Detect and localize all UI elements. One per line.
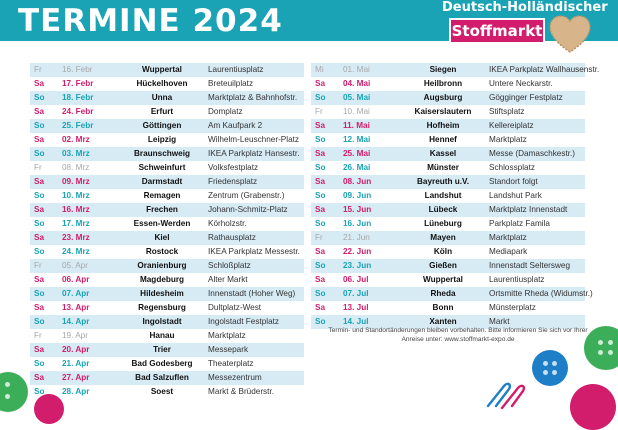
venue: Dultplatz-West: [208, 303, 262, 312]
date: 05. Apr: [62, 261, 88, 270]
weekday: Sa: [34, 135, 45, 144]
weekday: So: [315, 135, 326, 144]
weekday: Sa: [315, 303, 326, 312]
table-row: [30, 287, 304, 301]
city: Darmstadt: [141, 177, 183, 186]
venue: Messezentrum: [208, 373, 262, 382]
city: Essen-Werden: [133, 219, 191, 228]
weekday: Mi: [315, 65, 324, 74]
city: Augsburg: [423, 93, 463, 102]
venue: Johann-Schmitz-Platz: [208, 205, 288, 214]
table-row: [30, 385, 304, 399]
schedule-table-right: [311, 63, 600, 329]
venue: Marktplatz & Bahnhofstr.: [208, 93, 298, 102]
date: 16. Febr: [62, 65, 93, 74]
table-row: [30, 259, 304, 273]
table-row: [311, 91, 585, 105]
venue: IKEA Parkplatz Messestr.: [208, 247, 300, 256]
date: 14. Apr: [62, 317, 90, 326]
weekday: So: [34, 289, 45, 298]
table-row: [311, 119, 585, 133]
brand-name: Stoffmarkt: [451, 22, 543, 40]
city: Kassel: [429, 149, 457, 158]
date: 09. Mrz: [62, 177, 90, 186]
date: 27. Apr: [62, 373, 90, 382]
date: 10. Mai: [343, 107, 370, 116]
button-icon: [34, 394, 64, 424]
venue: Körholzstr.: [208, 219, 247, 228]
city: Rheda: [430, 289, 456, 298]
weekday: So: [315, 93, 326, 102]
venue: Schloßplatz: [208, 261, 251, 270]
city: Siegen: [429, 65, 457, 74]
venue: Ingolstadt Festplatz: [208, 317, 279, 326]
venue: Innenstadt Seltersweg: [489, 261, 571, 270]
weekday: So: [34, 191, 45, 200]
venue: Rathausplatz: [208, 233, 256, 242]
weekday: Sa: [34, 345, 45, 354]
date: 17. Febr: [62, 79, 94, 88]
city: Bad Godesberg: [131, 359, 193, 368]
weekday: Sa: [34, 107, 45, 116]
date: 25. Mai: [343, 149, 371, 158]
weekday: So: [34, 121, 45, 130]
venue: Kellereiplatz: [489, 121, 534, 130]
date: 14. Jul: [343, 317, 369, 326]
weekday: So: [315, 163, 326, 172]
city: Soest: [150, 387, 174, 396]
city: Heilbronn: [423, 79, 463, 88]
table-row: [30, 357, 304, 371]
city: Regensburg: [138, 303, 186, 312]
city: Schweinfurt: [138, 163, 186, 172]
venue: Gögginger Festplatz: [489, 93, 563, 102]
weekday: Fr: [34, 65, 42, 74]
venue: Marktplatz: [208, 331, 246, 340]
weekday: So: [315, 261, 326, 270]
date: 02. Mrz: [62, 135, 90, 144]
date: 07. Jul: [343, 289, 369, 298]
venue: Marktplatz: [489, 135, 527, 144]
date: 21. Jun: [343, 233, 370, 242]
city: Lübeck: [428, 205, 458, 214]
table-row: [30, 315, 304, 329]
weekday: Sa: [315, 121, 326, 130]
heart-icon: [548, 14, 592, 54]
table-row: [30, 301, 304, 315]
weekday: Sa: [34, 205, 45, 214]
date: 25. Febr: [62, 121, 94, 130]
table-row: [30, 77, 304, 91]
date: 15. Jun: [343, 205, 372, 214]
date: 09. Jun: [343, 191, 372, 200]
weekday: Fr: [34, 261, 42, 270]
date: 10. Mrz: [62, 191, 90, 200]
date: 26. Mai: [343, 163, 371, 172]
date: 03. Mrz: [62, 149, 90, 158]
venue: Markt & Brüderstr.: [208, 387, 274, 396]
table-row: [30, 343, 304, 357]
footnote: Termin- und Standortänderungen bleiben vorbehalten. Bitte informieren Sie sich vor Ihrer Anreise unter: www.stoffmarkt-expo.de: [328, 327, 588, 343]
date: 04. Mai: [343, 79, 371, 88]
table-row: [30, 273, 304, 287]
venue: Stiftsplatz: [489, 107, 525, 116]
table-row: [311, 161, 585, 175]
table-row: [30, 189, 304, 203]
city: Hanau: [149, 331, 175, 340]
city: Leipzig: [147, 135, 177, 144]
table-row: [30, 119, 304, 133]
table-row: [30, 147, 304, 161]
date: 23. Jun: [343, 261, 372, 270]
table-row: [30, 133, 304, 147]
weekday: Fr: [315, 107, 323, 116]
weekday: Sa: [34, 373, 45, 382]
table-row: [30, 245, 304, 259]
table-row: [311, 217, 585, 231]
venue: IKEA Parkplatz Hansestr.: [208, 149, 300, 158]
city: Hennef: [429, 135, 457, 144]
date: 16. Mrz: [62, 205, 90, 214]
table-row: [311, 147, 585, 161]
table-row: [30, 231, 304, 245]
city: Rostock: [145, 247, 179, 256]
city: Bonn: [432, 303, 454, 312]
weekday: Fr: [315, 233, 323, 242]
table-row: [30, 91, 304, 105]
venue: Volksfestplatz: [208, 163, 259, 172]
city: Wuppertal: [423, 275, 463, 284]
date: 11. Mai: [343, 121, 370, 130]
venue: Wilhelm-Leuschner-Platz: [208, 135, 300, 144]
date: 24. Febr: [62, 107, 94, 116]
weekday: So: [315, 317, 326, 326]
city: Erfurt: [150, 107, 174, 116]
table-row: [30, 175, 304, 189]
date: 06. Apr: [62, 275, 90, 284]
city: Remagen: [143, 191, 181, 200]
brand-tagline: Deutsch-Holländischer: [442, 0, 608, 15]
weekday: So: [34, 93, 45, 102]
button-icon: [532, 350, 568, 386]
weekday: Sa: [34, 275, 45, 284]
weekday: So: [315, 289, 326, 298]
city: Xanten: [429, 317, 457, 326]
weekday: So: [34, 247, 45, 256]
city: Gießen: [429, 261, 457, 270]
city: Oranienburg: [137, 261, 187, 270]
date: 08. Jun: [343, 177, 372, 186]
venue: Messe (Damaschkestr.): [489, 149, 575, 158]
date: 28. Apr: [62, 387, 90, 396]
table-row: [311, 231, 585, 245]
venue: Ortsmitte Rheda (Widumstr.): [489, 289, 593, 298]
weekday: So: [315, 191, 326, 200]
city: Hofheim: [426, 121, 460, 130]
table-row: [311, 105, 585, 119]
venue: Laurentiusplatz: [489, 275, 545, 284]
table-row: [30, 161, 304, 175]
date: 05. Mai: [343, 93, 371, 102]
weekday: Sa: [34, 79, 45, 88]
table-row: [311, 245, 585, 259]
paperclip-icon: [484, 380, 532, 410]
weekday: So: [34, 359, 45, 368]
venue: Standort folgt: [489, 177, 538, 186]
weekday: So: [34, 387, 45, 396]
city: Bad Salzuflen: [135, 373, 189, 382]
date: 13. Jul: [343, 303, 369, 312]
venue: Marktplatz: [489, 233, 527, 242]
date: 20. Apr: [62, 345, 90, 354]
date: 06. Jul: [343, 275, 369, 284]
venue: Alter Markt: [208, 275, 248, 284]
weekday: Sa: [315, 247, 326, 256]
table-row: [311, 273, 585, 287]
city: Magdeburg: [139, 275, 185, 284]
city: Unna: [151, 93, 173, 102]
weekday: So: [315, 219, 326, 228]
venue: Theaterplatz: [208, 359, 254, 368]
table-row: [30, 329, 304, 343]
page-title: TERMINE 2024: [18, 3, 283, 39]
date: 16. Jun: [343, 219, 372, 228]
venue: Friedensplatz: [208, 177, 258, 186]
table-row: [311, 259, 585, 273]
venue: IKEA Parkplatz Wallhausenstr.: [489, 65, 600, 74]
weekday: Fr: [34, 331, 42, 340]
table-row: [30, 105, 304, 119]
header-bar: [0, 0, 618, 41]
weekday: So: [34, 149, 45, 158]
venue: Zentrum (Grabenstr.): [208, 191, 285, 200]
weekday: Sa: [315, 177, 326, 186]
venue: Breteuilplatz: [208, 79, 254, 88]
venue: Landshut Park: [489, 191, 542, 200]
city: Lüneburg: [424, 219, 462, 228]
table-row: [311, 301, 585, 315]
table-row: [311, 77, 585, 91]
city: Frechen: [146, 205, 178, 214]
venue: Innenstadt (Hoher Weg): [208, 289, 296, 298]
table-row: [30, 203, 304, 217]
venue: Domplatz: [208, 107, 243, 116]
city: Kaiserslautern: [414, 107, 472, 116]
city: Kiel: [154, 233, 170, 242]
table-row: [311, 203, 585, 217]
table-row: [30, 371, 304, 385]
date: 07. Apr: [62, 289, 90, 298]
date: 24. Mrz: [62, 247, 90, 256]
date: 21. Apr: [62, 359, 90, 368]
city: Mayen: [430, 233, 456, 242]
schedule-table-left: [30, 63, 304, 399]
table-row: [311, 175, 585, 189]
venue: Markt: [489, 317, 510, 326]
button-icon: [0, 372, 28, 412]
city: Hückelhoven: [136, 79, 188, 88]
date: 18. Febr: [62, 93, 94, 102]
weekday: Fr: [34, 163, 42, 172]
weekday: Sa: [315, 275, 326, 284]
venue: Am Kaufpark 2: [208, 121, 263, 130]
weekday: So: [34, 317, 45, 326]
venue: Marktplatz Innenstadt: [489, 205, 568, 214]
city: Ingolstadt: [142, 317, 182, 326]
date: 13. Apr: [62, 303, 90, 312]
city: Münster: [427, 163, 459, 172]
city: Köln: [433, 247, 453, 256]
city: Bayreuth u.V.: [416, 177, 470, 186]
venue: Münsterplatz: [489, 303, 536, 312]
date: 23. Mrz: [62, 233, 90, 242]
date: 01. Mai: [343, 65, 370, 74]
date: 12. Mai: [343, 135, 371, 144]
weekday: Sa: [34, 303, 45, 312]
table-row: [311, 287, 593, 301]
date: 08. Mrz: [62, 163, 90, 172]
brand-logo: [449, 18, 545, 44]
date: 22. Jun: [343, 247, 372, 256]
button-icon: [584, 326, 618, 370]
city: Göttingen: [142, 121, 182, 130]
table-row: [311, 189, 585, 203]
venue: Messepark: [208, 345, 249, 354]
weekday: Sa: [315, 149, 326, 158]
table-row: [311, 133, 585, 147]
table-row: [30, 217, 304, 231]
table-row: [30, 63, 304, 77]
weekday: Sa: [315, 205, 326, 214]
button-icon: [570, 384, 616, 430]
weekday: Sa: [34, 233, 45, 242]
table-row: [311, 63, 600, 77]
weekday: So: [34, 219, 45, 228]
city: Hildesheim: [140, 289, 184, 298]
venue: Laurentiusplatz: [208, 65, 264, 74]
date: 17. Mrz: [62, 219, 90, 228]
date: 19. Apr: [62, 331, 88, 340]
venue: Parkplatz Famila: [489, 219, 550, 228]
city: Wuppertal: [142, 65, 182, 74]
venue: Schlossplatz: [489, 163, 535, 172]
weekday: Sa: [34, 177, 45, 186]
city: Trier: [153, 345, 171, 354]
city: Landshut: [424, 191, 462, 200]
venue: Untere Neckarstr.: [489, 79, 553, 88]
city: Braunschweig: [134, 149, 190, 158]
venue: Mediapark: [489, 247, 528, 256]
weekday: Sa: [315, 79, 326, 88]
